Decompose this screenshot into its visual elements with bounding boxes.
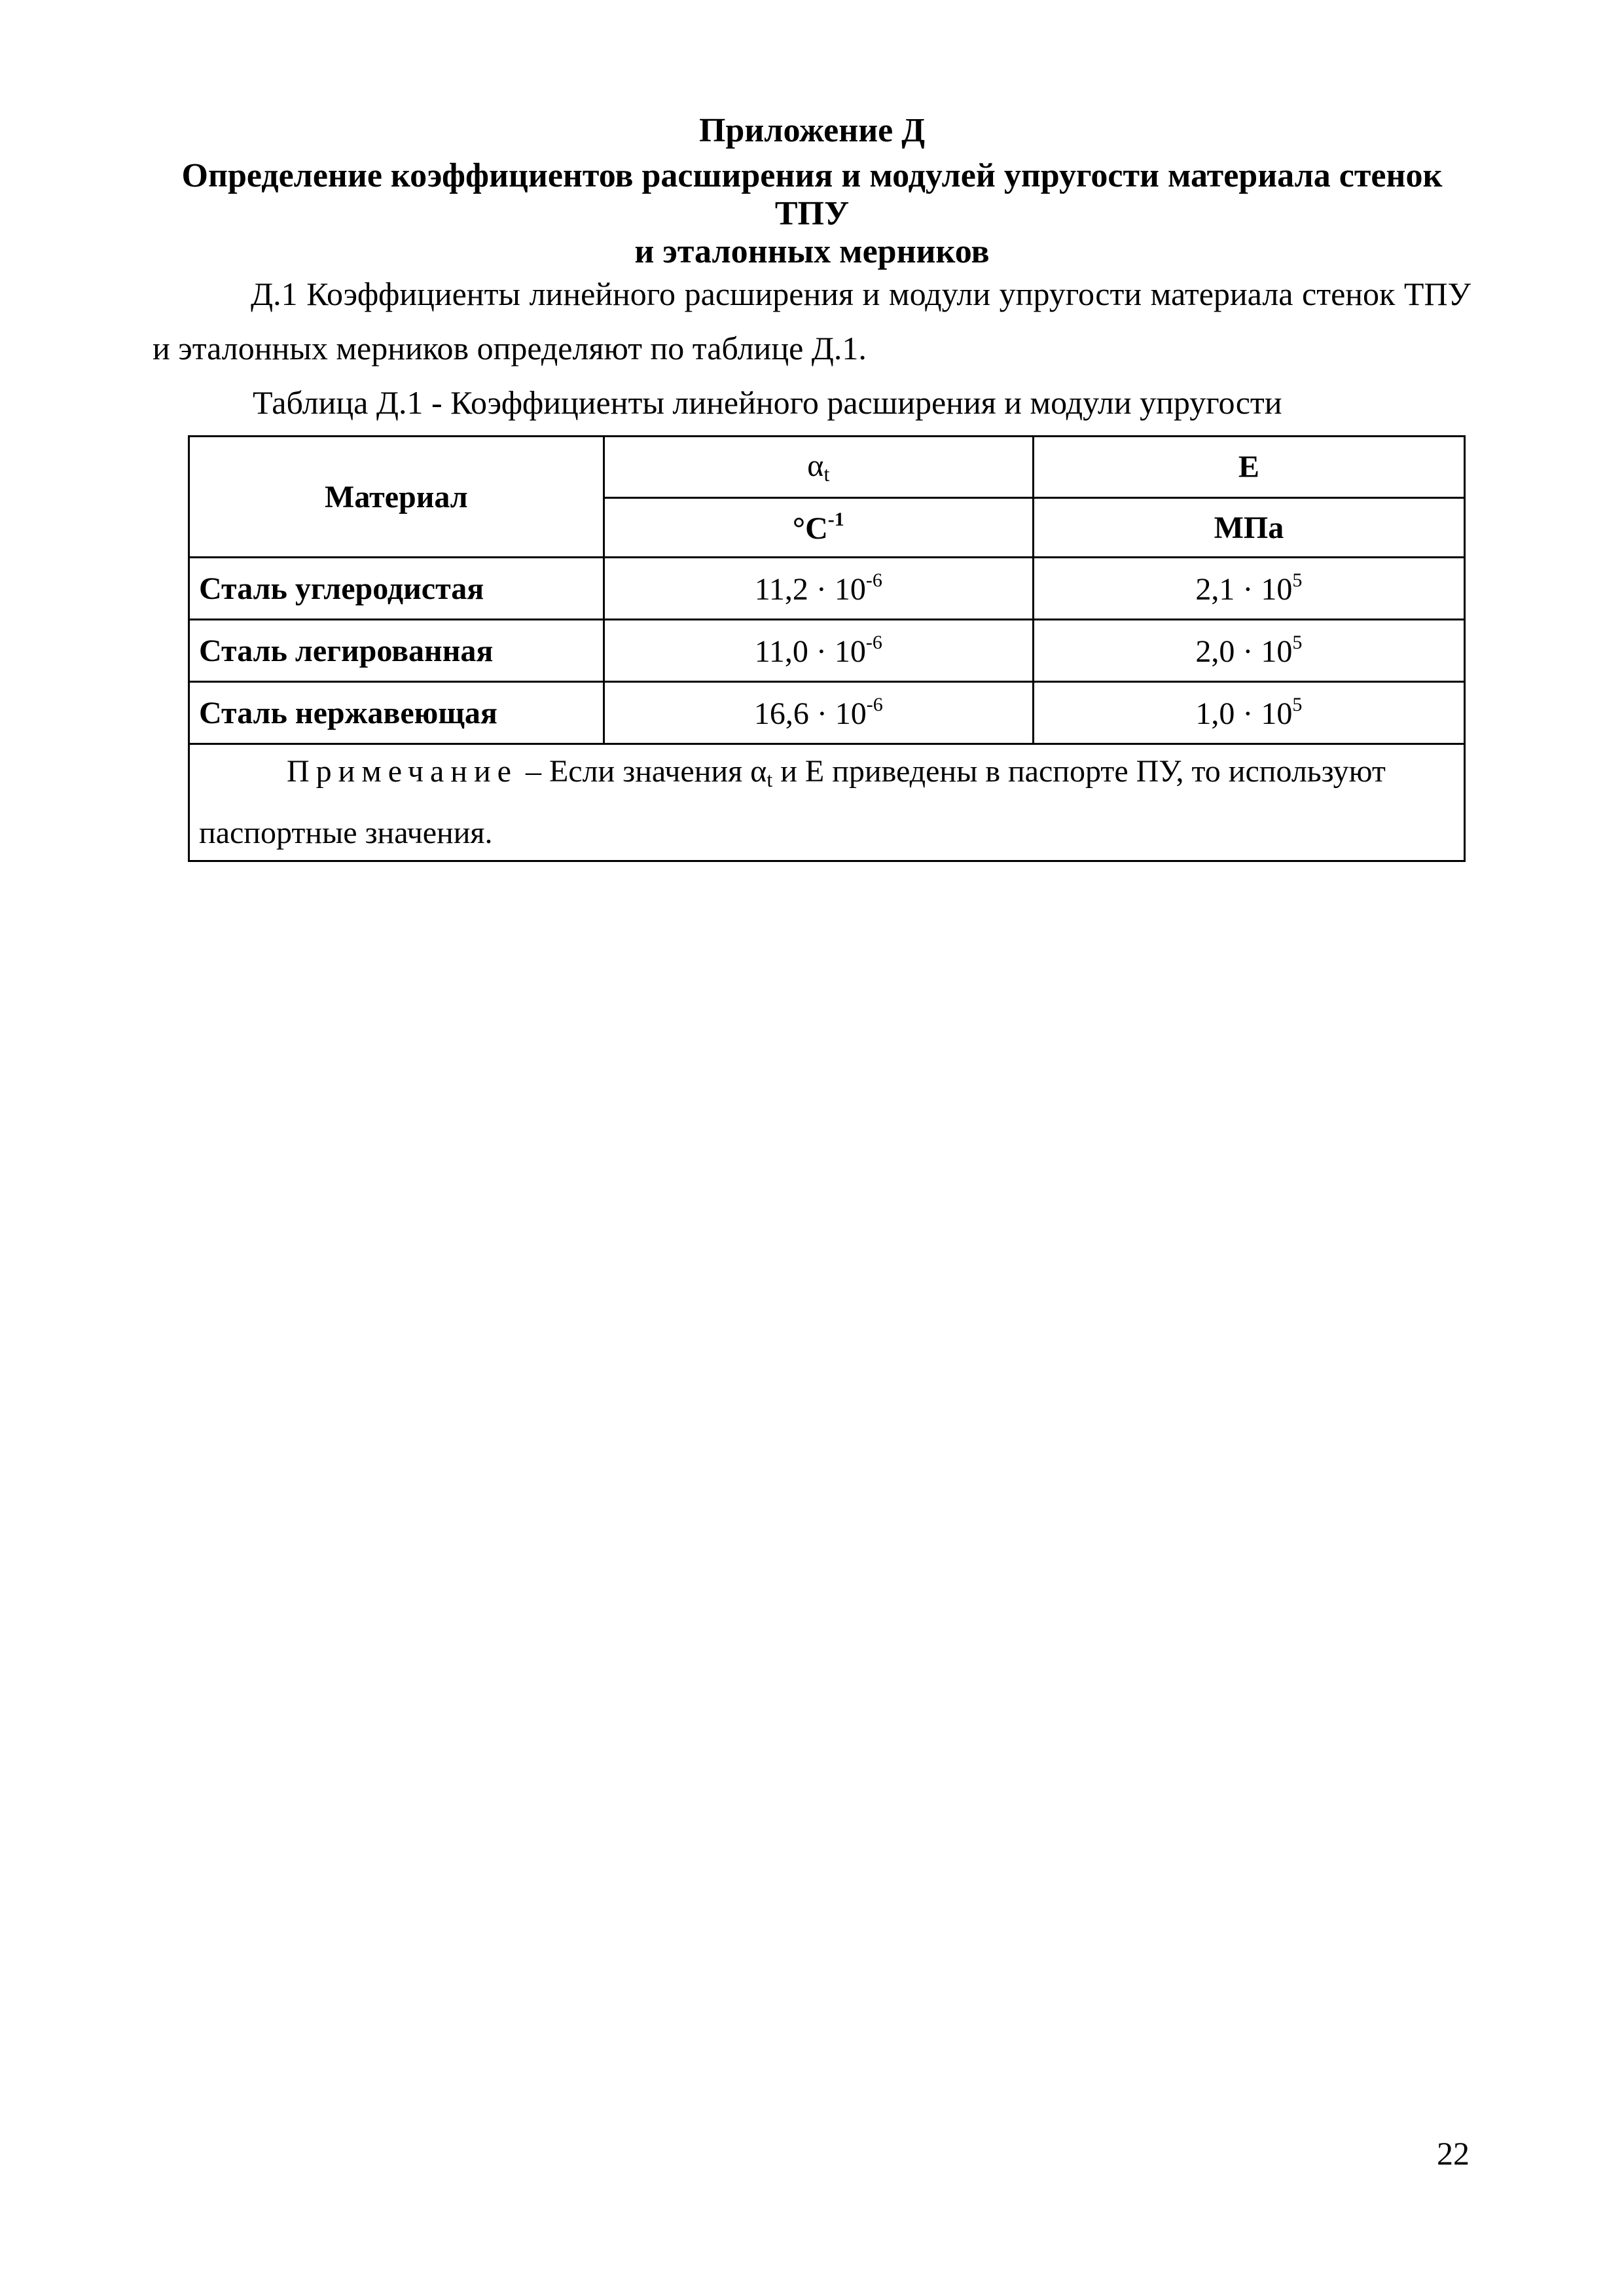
note-alpha-subscript: t [767, 768, 773, 791]
header-e: E [1033, 437, 1464, 498]
note-text-after: и Е приведены в паспорте ПУ, то используют паспортные значения. [199, 754, 1386, 850]
note-text-before: – Если значения [517, 754, 751, 789]
alpha-exponent: -6 [866, 694, 883, 715]
alpha-exponent: -6 [865, 632, 882, 653]
e-value-cell [1033, 682, 1464, 744]
alpha-unit-exp: -1 [827, 509, 844, 530]
alpha-symbol: α [807, 448, 824, 483]
appendix-title: Приложение Д [698, 112, 926, 149]
table-note-row [189, 744, 1465, 861]
material-cell: Сталь углеродистая [189, 558, 604, 620]
alpha-mantissa: 11,2 · 10 [754, 572, 866, 607]
material-cell: Сталь нержавеющая [189, 682, 604, 744]
e-value-cell [1033, 558, 1464, 620]
table-caption: Таблица Д.1 - Коэффициенты линейного расширения и модули упругости [253, 384, 1282, 421]
table-header-row [189, 437, 1465, 498]
alpha-subscript: t [823, 462, 830, 486]
page-number: 22 [1437, 2135, 1470, 2172]
table-row [189, 620, 1465, 682]
table-note [189, 744, 1465, 861]
main-title [151, 157, 1473, 271]
alpha-unit-base: °C [792, 511, 828, 546]
body-paragraph: Д.1 Коэффициенты линейного расширения и модули упругости материала стенок ТПУ и эталонных мерников определяют по таблице Д.1. [153, 276, 1471, 367]
table-row [189, 558, 1465, 620]
table-row [189, 682, 1465, 744]
e-value-cell [1033, 620, 1464, 682]
note-alpha-symbol: α [750, 754, 767, 789]
alpha-value-cell [604, 558, 1033, 620]
coefficients-table [188, 435, 1466, 862]
e-mantissa: 2,1 · 10 [1195, 572, 1293, 607]
alpha-exponent: -6 [865, 569, 882, 591]
header-alpha [604, 437, 1033, 498]
e-mantissa: 2,0 · 10 [1195, 634, 1293, 669]
material-cell: Сталь легированная [189, 620, 604, 682]
header-e-unit: МПа [1033, 498, 1464, 558]
header-material: Материал [189, 437, 604, 558]
main-title-line-1: Определение коэффициентов расширения и модулей упругости материала стенок ТПУ [181, 157, 1443, 232]
alpha-value-cell [604, 620, 1033, 682]
alpha-value-cell [604, 682, 1033, 744]
e-exponent: 5 [1292, 694, 1303, 715]
header-alpha-unit [604, 498, 1033, 558]
e-mantissa: 1,0 · 10 [1195, 696, 1293, 731]
note-label: Примечание [287, 754, 518, 789]
alpha-mantissa: 16,6 · 10 [753, 696, 867, 731]
e-exponent: 5 [1292, 632, 1303, 653]
e-exponent: 5 [1292, 569, 1303, 591]
alpha-mantissa: 11,0 · 10 [754, 634, 866, 669]
main-title-line-2: и эталонных мерников [634, 233, 990, 270]
